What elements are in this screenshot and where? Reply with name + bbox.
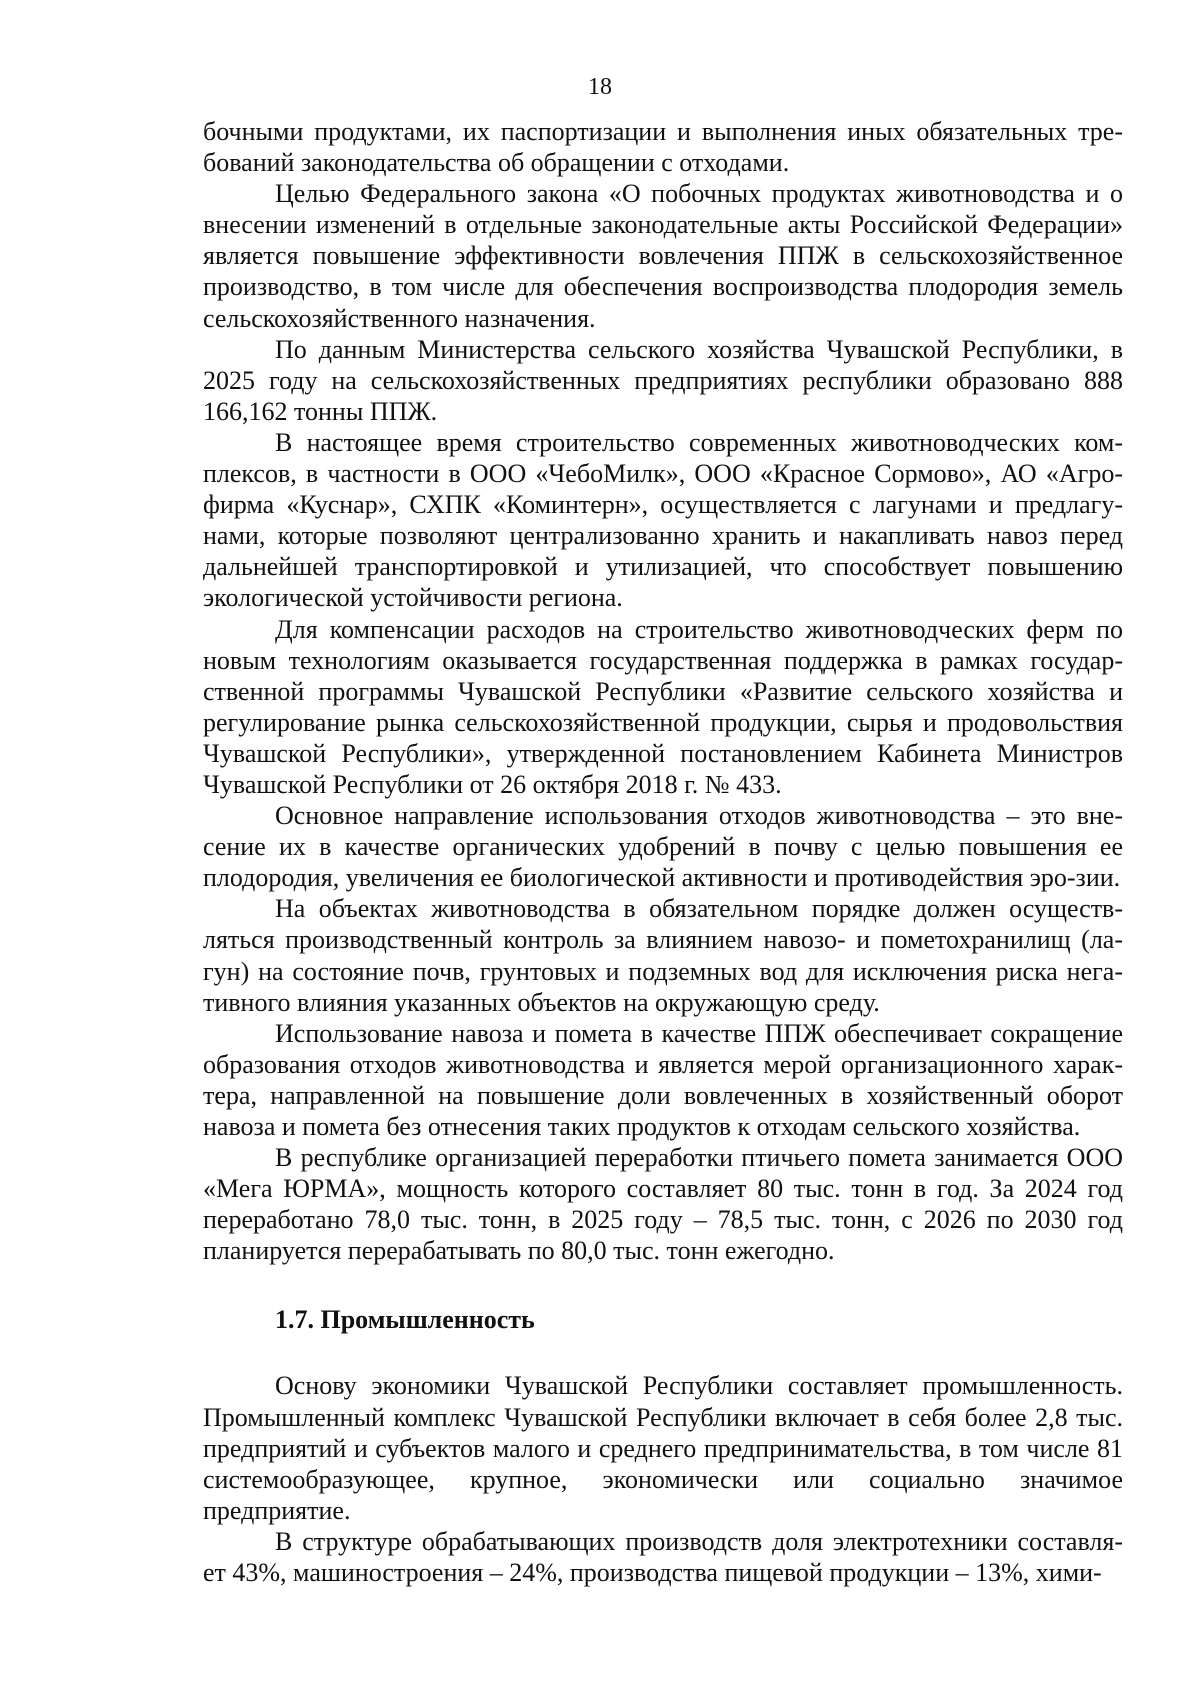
paragraph-continued: бочными продуктами, их паспортизации и выполнения иных обязательных тре-бований законодательства об обращении с отходами. xyxy=(203,117,1123,178)
paragraph-federal-law-goal: Целью Федерального закона «О побочных продуктах животноводства и о внесении изменений в отдельные законодательные акты Российской Федерации» является повышение эффективности вовлечения ППЖ в сельскохозяйственное производство, в том числе для обеспечения воспроизводства плодородия земель сельскохозяйственного назначения. xyxy=(203,179,1123,333)
paragraph-ministry-data: По данным Министерства сельского хозяйства Чувашской Республики, в 2025 году на сельскохозяйственных предприятиях республики образовано 888 166,162 тонны ППЖ. xyxy=(203,334,1123,426)
paragraph-poultry-processing: В республике организацией переработки птичьего помета занимается ООО «Мега ЮРМА», мощность которого составляет 80 тыс. тонн в год. За 2024 год переработано 78,0 тыс. тонн, в 2025 году – 78,5 тыс. тонн, с 2026 по 2030 год планируется перерабатывать по 80,0 тыс. тонн ежегодно. xyxy=(203,1143,1123,1266)
paragraph-livestock-complexes: В настоящее время строительство современных животноводческих ком-плексов, в частности в ООО «ЧебоМилк», ООО «Красное Сормово», АО «Агро-фирма «Куснар», СХПК «Коминтерн», осуществляется с лагунами и предлагу-нами, которые позволяют централизованно хранить и накапливать навоз перед дальнейшей транспортировкой и утилизацией, что способствует повышению экологической устойчивости региона. xyxy=(203,427,1123,613)
document-body xyxy=(203,116,1123,1588)
section-heading: 1.7. Промышленность xyxy=(275,1305,535,1335)
page-number: 18 xyxy=(588,74,612,100)
paragraph-production-control: На объектах животноводства в обязательном порядке должен осуществ-ляться производственный контроль за влиянием навозо- и пометохранилищ (ла-гун) на состояние почв, грунтовых и подземных вод для исключения риска нега-тивного влияния указанных объектов на окружающую среду. xyxy=(203,894,1123,1017)
paragraph-manufacturing-structure: В структуре обрабатывающих производств доля электротехники составля-ет 43%, машиностроения – 24%, производства пищевой продукции – 13%, хими- xyxy=(203,1526,1123,1588)
paragraph-waste-usage: Основное направление использования отходов животноводства – это вне-сение их в качестве органических удобрений в почву с целью повышения ее плодородия, увеличения ее биологической активности и противодействия эро-зии. xyxy=(203,801,1123,893)
paragraph-state-support: Для компенсации расходов на строительство животноводческих ферм по новым технологиям оказывается государственная поддержка в рамках государ-ственной программы Чувашской Республики «Развитие сельского хозяйства и регулирование рынка сельскохозяйственной продукции, сырья и продовольствия Чувашской Республики», утвержденной постановлением Кабинета Министров Чувашской Республики от 26 октября 2018 г. № 433. xyxy=(203,614,1123,799)
paragraph-manure-usage: Использование навоза и помета в качестве ППЖ обеспечивает сокращение образования отходов животноводства и является мерой организационного харак-тера, направленной на повышение доли вовлеченных в хозяйственный оборот навоза и помета без отнесения таких продуктов к отходам сельского хозяйства. xyxy=(203,1018,1123,1141)
paragraph-industry-basis: Основу экономики Чувашской Республики составляет промышленность. Промышленный комплекс Чувашской Республики включает в себя более 2,8 тыс. предприятий и субъектов малого и среднего предпринимательства, в том числе 81 системообразующее, крупное, экономически или социально значимое предприятие. xyxy=(203,1371,1123,1525)
